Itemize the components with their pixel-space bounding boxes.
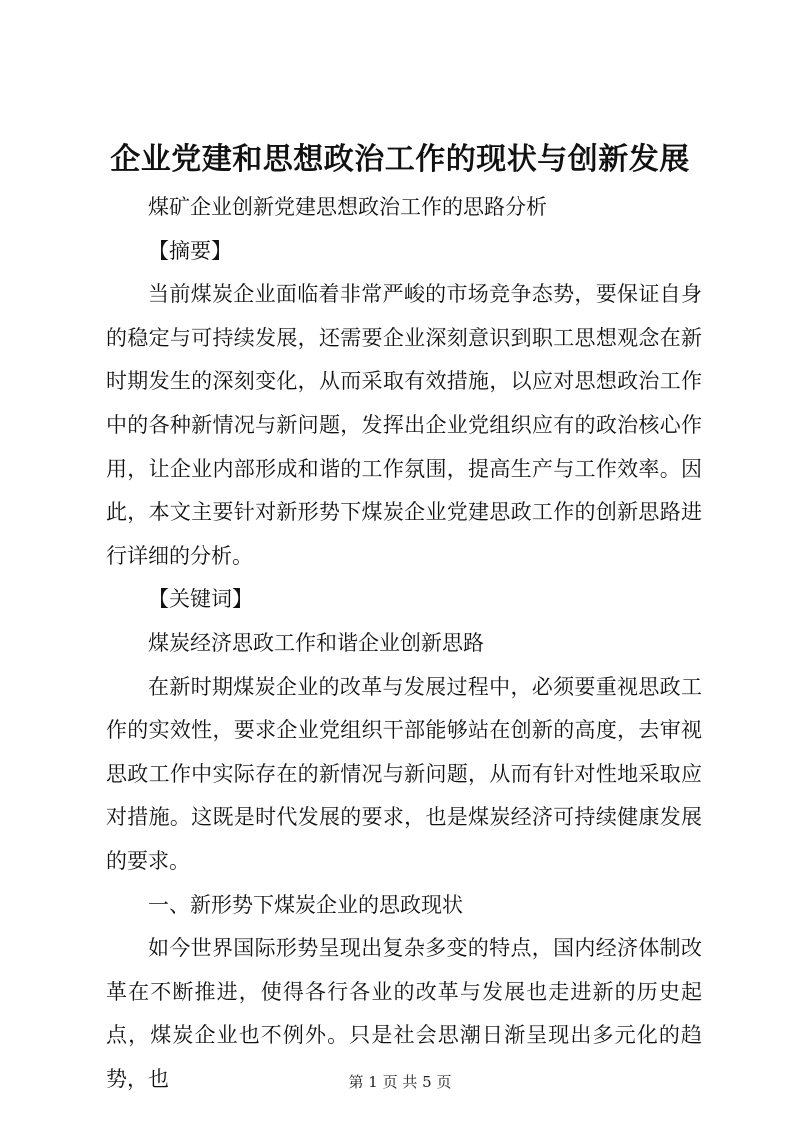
document-body [106,186,702,1101]
document-subtitle: 煤矿企业创新党建思想政治工作的思路分析 [148,195,547,219]
section-1-heading: 一、新形势下煤炭企业的思政现状 [148,892,463,917]
abstract-heading: 【摘要】 [148,238,232,263]
document-title: 企业党建和思想政治工作的现状与创新发展 [110,142,690,177]
keywords-heading: 【关键词】 [148,587,253,612]
intro-paragraph: 在新时期煤炭企业的改革与发展过程中，必须要重视思政工作的实效性，要求企业党组织干部能够站在创新的高度，去审视思政工作中实际存在的新情况与新问题，从而有针对性地采取应对措施。这既是时代发展的要求，也是煤炭经济可持续健康发展的要求。 [106,674,702,873]
keywords-paragraph: 煤炭经济思政工作和谐企业创新思路 [148,630,484,655]
section-1-paragraph: 如今世界国际形势呈现出复杂多变的特点，国内经济体制改革在不断推进，使得各行各业的改革与发展也走进新的历史起点，煤炭企业也不例外。只是社会思潮日渐呈现出多元化的趋势，也 [106,936,702,1091]
abstract-paragraph: 当前煤炭企业面临着非常严峻的市场竞争态势，要保证自身的稳定与可持续发展，还需要企业深刻意识到职工思想观念在新时期发生的深刻变化，从而采取有效措施，以应对思想政治工作中的各种新情况与新问题，发挥出企业党组织应有的政治核心作用，让企业内部形成和谐的工作氛围，提高生产与工作效率。因此，本文主要针对新形势下煤炭企业党建思政工作的创新思路进行详细的分析。 [106,282,702,568]
page-number-footer: 第 1 页 共 5 页 [348,1073,452,1091]
